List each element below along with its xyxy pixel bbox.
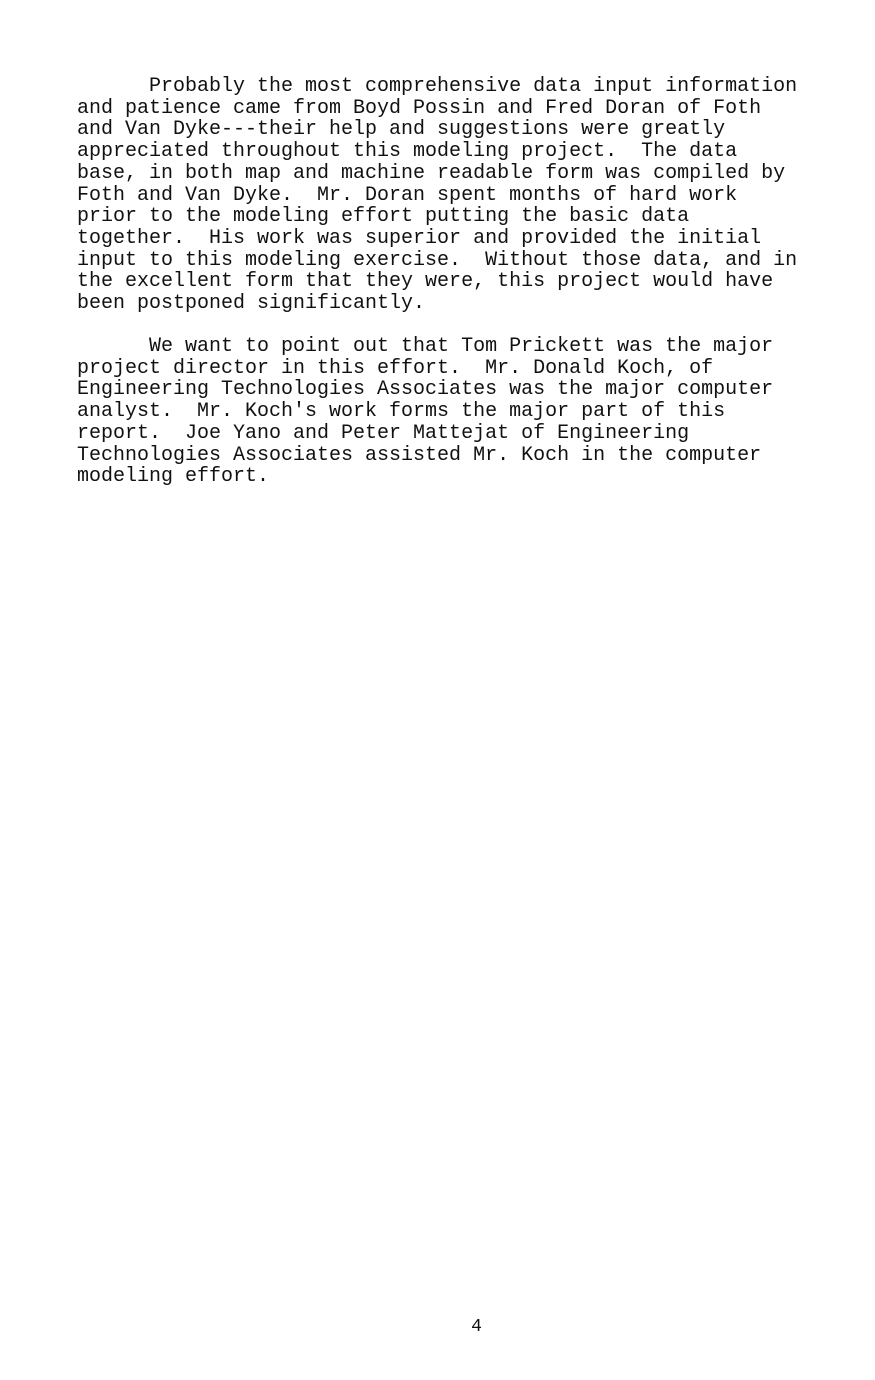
paragraph-line: Technologies Associates assisted Mr. Koch in the computer	[77, 443, 762, 467]
paragraph-line: together. His work was superior and provided the initial	[77, 226, 762, 250]
paragraph-line: project director in this effort. Mr. Donald Koch, of	[77, 356, 714, 380]
paragraph-line: Foth and Van Dyke. Mr. Doran spent months of hard work	[77, 183, 738, 207]
paragraph-line: the excellent form that they were, this project would have	[77, 270, 774, 294]
paragraph-line: and patience came from Boyd Possin and Fred Doran of Foth	[77, 96, 762, 120]
paragraph-line: report. Joe Yano and Peter Mattejat of Engineering	[77, 421, 690, 445]
paragraph-line: been postponed significantly.	[77, 292, 426, 316]
paragraph-line: prior to the modeling effort putting the basic data	[77, 205, 690, 229]
paragraph-line: analyst. Mr. Koch's work forms the major part of this	[77, 400, 726, 424]
page-number: 4	[471, 1317, 482, 1337]
paragraph-line: Probably the most comprehensive data input information	[77, 75, 798, 98]
paragraph-acknowledgment-staff	[77, 336, 852, 488]
paragraph-line: appreciated throughout this modeling project. The data	[77, 140, 738, 164]
paragraph-line: and Van Dyke---their help and suggestions were greatly	[77, 118, 726, 142]
paragraph-line: input to this modeling exercise. Without those data, and in	[77, 248, 798, 272]
paragraph-line: We want to point out that Tom Prickett was the major	[77, 335, 774, 358]
paragraph-line: Engineering Technologies Associates was the major computer	[77, 378, 774, 402]
paragraph-acknowledgment-data	[77, 76, 852, 315]
paragraph-line: modeling effort.	[77, 465, 270, 489]
paragraph-line: base, in both map and machine readable form was compiled by	[77, 161, 786, 185]
